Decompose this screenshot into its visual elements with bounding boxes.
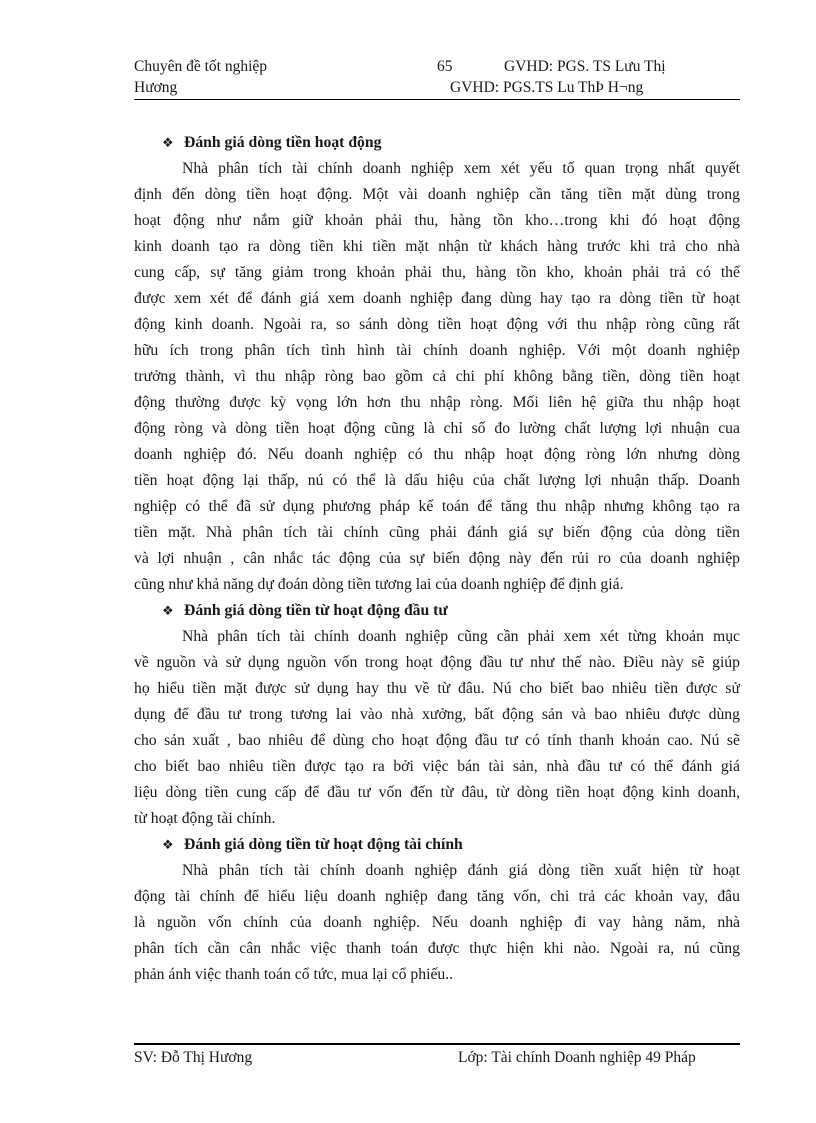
diamond-bullet-icon: ❖	[162, 604, 174, 619]
header-page-number: 65	[437, 58, 453, 75]
paragraph-line: động kinh doanh. Ngoài ra, so sánh dòng tiền hoạt động với thu nhập ròng cũng rất	[134, 316, 740, 333]
paragraph-line: họ hiểu tiền mặt được sử dụng hay thu về từ đâu. Nú cho biết bao nhiêu tiền được sử	[134, 680, 740, 697]
paragraph-line: và lợi nhuận , cân nhắc tác động của sự biến động này đến rủi ro của doanh nghiệp	[134, 550, 740, 567]
paragraph-line: kinh doanh tạo ra dòng tiền khi tiền mặt nhận từ khách hàng trước khi trả cho nhà	[134, 238, 740, 255]
diamond-bullet-icon: ❖	[162, 838, 174, 853]
header-name-continuation: Hương	[134, 79, 178, 96]
footer-student: SV: Đỗ Thị Hương	[134, 1049, 253, 1066]
section-heading-text: Đánh giá dòng tiền từ hoạt động tài chính	[184, 836, 463, 853]
section-heading-text: Đánh giá dòng tiền từ hoạt động đầu tư	[184, 602, 448, 619]
paragraph-line: cho biết bao nhiêu tiền được tạo ra bởi việc bán tài sản, nhà đầu tư có thể đánh giá	[134, 758, 740, 775]
paragraph-line: phân tích cần cân nhắc việc thanh toán được thực hiện khi nào. Ngoài ra, nú cũng	[134, 940, 740, 957]
paragraph-line: nghiệp có thể đã sử dụng phương pháp kế toán để tăng thu nhập nhưng không tạo ra	[134, 498, 740, 515]
paragraph-line: là nguồn vốn chính của doanh nghiệp. Nếu doanh nghiệp đi vay hàng năm, nhà	[134, 914, 740, 931]
paragraph-line: cho sản xuất , bao nhiêu để dùng cho hoạt động đầu tư có tính thanh khoản cao. Nú sẽ	[134, 732, 740, 749]
document-body	[134, 130, 740, 988]
section-heading	[134, 598, 740, 624]
paragraph-line: hoạt động như nắm giữ khoản phải thu, hàng tồn kho…trong khi đó hoạt động	[134, 212, 740, 229]
diamond-bullet-icon: ❖	[162, 136, 174, 151]
footer-class: Lớp: Tài chính Doanh nghiệp 49 Pháp	[458, 1049, 696, 1066]
paragraph-line: tiền mặt. Nhà phân tích tài chính cũng phải đánh giá sự biến động của dòng tiền	[134, 524, 740, 541]
paragraph-line: Nhà phân tích tài chính doanh nghiệp cũng cần phải xem xét từng khoản mục	[182, 628, 740, 645]
paragraph-line: được xem xét để đánh giá xem doanh nghiệp đang dùng hay tạo ra dòng tiền từ hoạt	[134, 290, 740, 307]
paragraph-line: dụng để đầu tư trong tương lai vào nhà xưởng, bất động sản và bao nhiêu được dùng	[134, 706, 740, 723]
paragraph-line: trưởng thành, vì thu nhập ròng bao gồm cả chi phí không bằng tiền, dòng tiền hoạt	[134, 368, 740, 385]
header-advisor: GVHD: PGS. TS Lưu Thị	[504, 58, 666, 75]
paragraph-line: động thường được kỳ vọng lớn hơn thu nhập ròng. Mối liên hệ giữa thu nhập hoạt	[134, 394, 740, 411]
header-document-type: Chuyên đề tốt nghiệp	[134, 58, 268, 75]
paragraph-line: phản ánh việc thanh toán cổ tức, mua lại cổ phiếu..	[134, 966, 454, 983]
paragraph-line: từ hoạt động tài chính.	[134, 810, 276, 827]
paragraph-line: hữu ích trong phân tích tình hình tài chính doanh nghiệp. Với một doanh nghiệp	[134, 342, 740, 359]
paragraph-line: về nguồn và sử dụng nguồn vốn trong hoạt động đầu tư như thế nào. Điều này sẽ giúp	[134, 654, 740, 671]
paragraph-line: liệu dòng tiền cung cấp để đầu tư vốn đến từ đâu, từ dòng tiền hoạt động kinh doanh,	[134, 784, 740, 801]
paragraph-line: Nhà phân tích tài chính doanh nghiệp xem xét yếu tố quan trọng nhất quyết	[182, 160, 740, 177]
paragraph-line: định đến dòng tiền hoạt động. Một vài doanh nghiệp cần tăng tiền mặt dùng trong	[134, 186, 740, 203]
header-advisor-legacy-encoding: GVHD: PGS.TS Lu ThÞ H¬ng	[450, 79, 644, 96]
section-heading-text: Đánh giá dòng tiền hoạt động	[184, 134, 382, 151]
header-rule	[134, 99, 740, 100]
paragraph-line: động tài chính để hiểu liệu doanh nghiệp đang tăng vốn, chi trả các khoản vay, đâu	[134, 888, 740, 905]
paragraph-line: cũng như khả năng dự đoán dòng tiền tương lai của doanh nghiệp để định giá.	[134, 576, 624, 593]
paragraph-line: cung cấp, sự tăng giảm trong khoản phải thu, hàng tồn kho, khoản phải trả có thể	[134, 264, 740, 281]
paragraph-line: Nhà phân tích tài chính doanh nghiệp đánh giá dòng tiền xuất hiện từ hoạt	[182, 862, 740, 879]
footer-rule	[134, 1043, 740, 1045]
paragraph-line: động ròng và dòng tiền hoạt động cũng là chỉ số đo lường chất lượng lợi nhuận cua	[134, 420, 740, 437]
section-heading	[134, 832, 740, 858]
section-heading	[134, 130, 740, 156]
paragraph-line: doanh nghiệp đó. Nếu doanh nghiệp có thu nhập hoạt động ròng lớn nhưng dòng	[134, 446, 740, 463]
paragraph-line: tiền hoạt động lại thấp, nú có thể là dấu hiệu của chất lượng lợi nhuận thấp. Doanh	[134, 472, 740, 489]
